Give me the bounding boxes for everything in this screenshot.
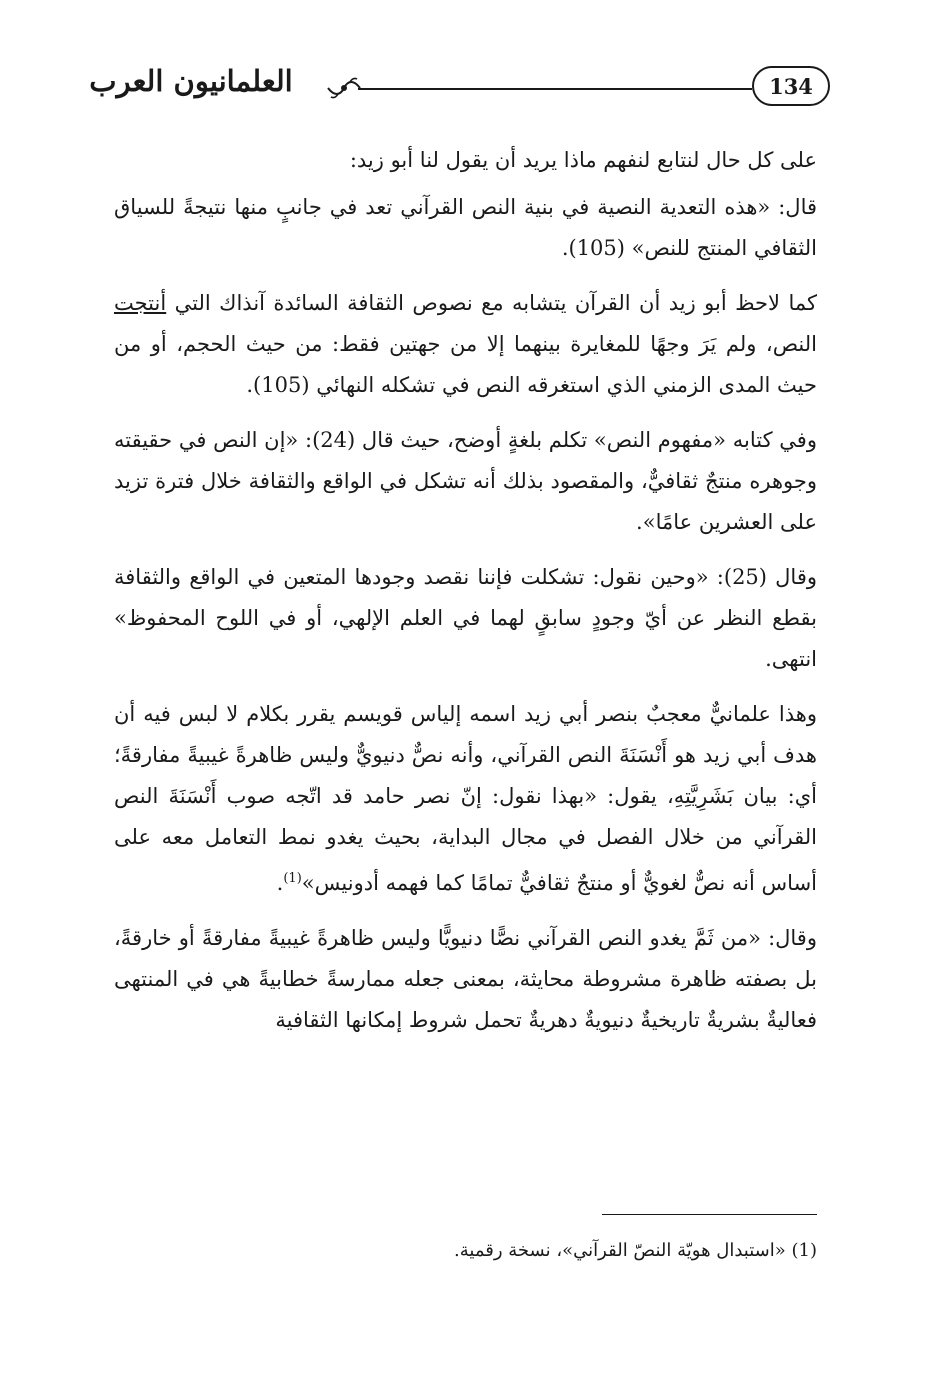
underlined-word: أنتجت (114, 291, 167, 315)
paragraph-end: . (276, 871, 284, 895)
paragraph (114, 283, 817, 406)
footnote: (1) «استبدال هويّة النصّ القرآني»، نسخة رقمية. (454, 1240, 817, 1261)
paragraph-text: كما لاحظ أبو زيد أن القرآن يتشابه مع نصوص الثقافة السائدة آنذاك التي (166, 291, 817, 315)
book-title: العلمانيون العرب (89, 64, 293, 98)
paragraph-text: وهذا علمانيٌّ معجبٌ بنصر أبي زيد اسمه إلياس قويسم يقرر بكلام لا لبس فيه أن هدف أبي زيد هو أَنْسَنَةَ النص القرآني، وأنه نصٌّ دنيويٌّ وليس ظاهرةً غيبيةً مفارقةً؛ أي: بيان بَشَرِيَّتِهِ، يقول: «بهذا نقول: إنّ نصر حامد قد اتّجه صوب أَنْسَنَةَ النص القرآني من خلال الفصل في مجال البداية، بحيث يغدو نمط التعامل معه على أساس أنه نصٌّ لغويٌّ أو منتجٌ ثقافيٌّ تمامًا كما فهمه أدونيس» (114, 702, 817, 895)
page-number: 134 (752, 66, 830, 106)
page-body (114, 140, 817, 1055)
paragraph: قال: «هذه التعدية النصية في بنية النص القرآني تعد في جانبٍ منها نتيجةً للسياق الثقافي المنتج للنص» (105). (114, 195, 818, 260)
header-rule (358, 88, 752, 90)
footnote-reference[interactable]: (1) (283, 871, 302, 886)
paragraph-text: النص، ولم يَرَ وجهًا للمغايرة بينهما إلا من جهتين فقط: من حيث الحجم، أو من حيث المدى الزمني الذي استغرقه النص في تشكله النهائي (105). (114, 332, 817, 397)
floral-ornament-icon (326, 74, 362, 102)
paragraph (114, 694, 817, 904)
paragraph: وقال: «من ثَمَّ يغدو النص القرآني نصًّا دنيويًّا وليس ظاهرةً غيبيةً مفارقةً أو خارقةً، بل بصفته ظاهرة مشروطة محايثة، بمعنى جعله ممارسةً خطابيةً هي في المنتهى فعاليةٌ بشريةٌ تاريخيةٌ دنيويةٌ دهريةٌ تحمل شروط إمكانها الثقافية (114, 926, 817, 1032)
page-header (60, 58, 830, 114)
paragraph: وفي كتابه «مفهوم النص» تكلم بلغةٍ أوضح، حيث قال (24): «إن النص في حقيقته وجوهره منتجٌ ثقافيٌّ، والمقصود بذلك أنه تشكل في الواقع والثقافة خلال فترة تزيد على العشرين عامًا». (114, 428, 817, 534)
footnote-divider (602, 1214, 817, 1215)
paragraph: وقال (25): «وحين نقول: تشكلت فإننا نقصد وجودها المتعين في الواقع والثقافة بقطع النظر عن أيّ وجودٍ سابقٍ لهما في العلم الإلهي، أو في اللوح المحفوظ» انتهى. (114, 565, 817, 671)
paragraph: على كل حال لنتابع لنفهم ماذا يريد أن يقول لنا أبو زيد: (349, 148, 817, 172)
